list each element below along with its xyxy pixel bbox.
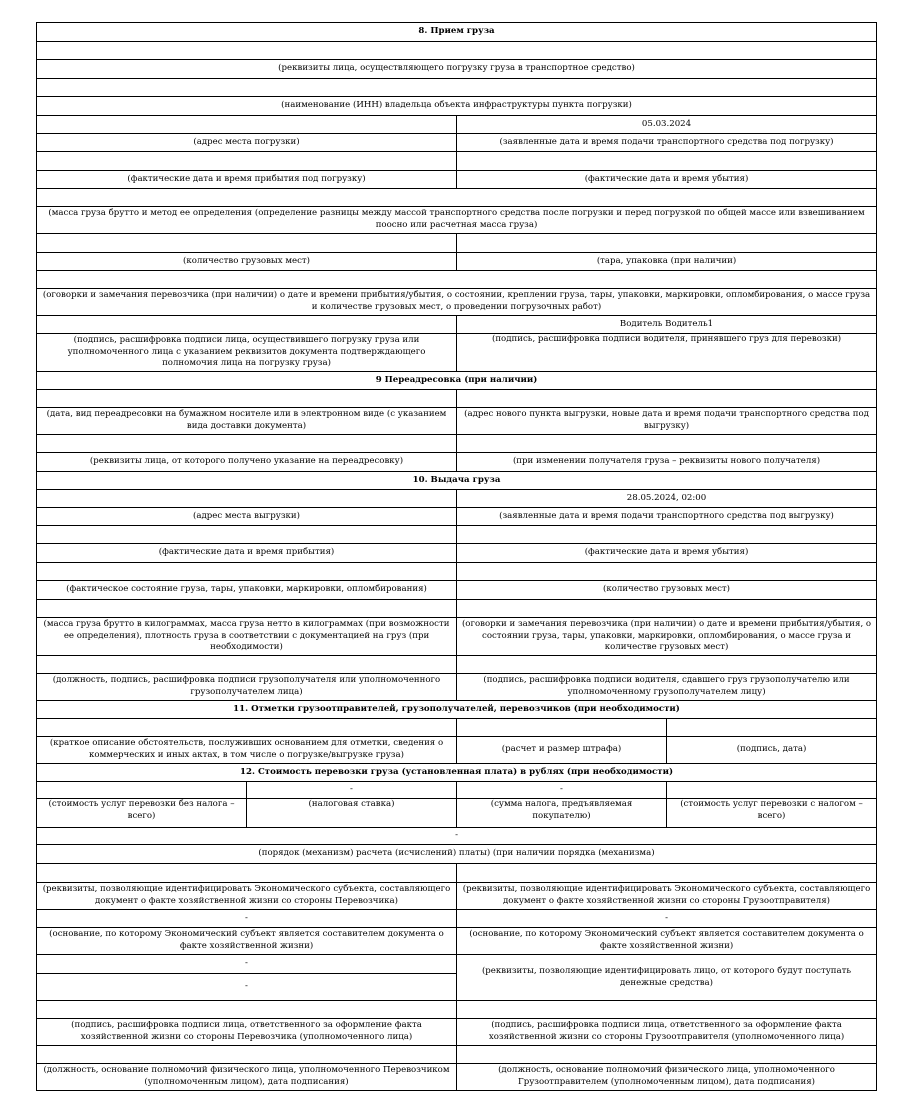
unload-remarks-field bbox=[457, 600, 877, 618]
unload-departure-field bbox=[457, 526, 877, 544]
cargo-state-field bbox=[37, 563, 457, 581]
loader-caption: (реквизиты лица, осуществляющего погрузку груза в транспортное средство) bbox=[37, 60, 877, 79]
redirect-address-caption: (адрес нового пункта выгрузки, новые дата и время подачи транспортного средства под выгрузку) bbox=[457, 408, 877, 435]
loading-address-caption: (адрес места погрузки) bbox=[37, 134, 457, 152]
calc-value: - bbox=[37, 828, 877, 845]
shipper-req-caption: (реквизиты, позволяющие идентифицировать Экономического субъекта, составляющего документ о факте хозяйственной жизни со стороны Грузоотправителя) bbox=[457, 883, 877, 910]
mark-description-field bbox=[37, 719, 457, 737]
section-8-title: 8. Прием груза bbox=[37, 23, 877, 42]
fine-caption: (расчет и размер штрафа) bbox=[457, 737, 667, 764]
redirect-date-caption: (дата, вид переадресовки на бумажном носителе или в электронном виде (с указанием вида доставки документа) bbox=[37, 408, 457, 435]
section-11-title: 11. Отметки грузоотправителей, грузополучателей, перевозчиков (при необходимости) bbox=[37, 701, 877, 719]
transport-waybill-form bbox=[36, 22, 877, 1091]
shipper-req-field bbox=[457, 864, 877, 883]
arrival-caption: (фактические дата и время прибытия под погрузку) bbox=[37, 171, 457, 189]
loader-sign-field bbox=[37, 316, 457, 334]
cost-with-tax-caption: (стоимость услуг перевозки с налогом – всего) bbox=[667, 799, 877, 828]
shipper-position-caption: (должность, основание полномочий физического лица, уполномоченного Грузоотправителем (уполномоченным лицом), дата подписания) bbox=[457, 1064, 877, 1091]
unload-places-field bbox=[457, 563, 877, 581]
new-receiver-field bbox=[457, 435, 877, 453]
unload-arrival-field bbox=[37, 526, 457, 544]
mark-sign-field bbox=[667, 719, 877, 737]
carrier-req-field bbox=[37, 864, 457, 883]
driver-sign-caption: (подпись, расшифровка подписи водителя, принявшего груз для перевозки) bbox=[457, 334, 877, 372]
unload-mass-caption: (масса груза брутто в килограммах, масса груза нетто в килограммах (при возможности ее определения), плотность груза в соответствии с документацией на груз (при необходимости) bbox=[37, 618, 457, 656]
owner-field bbox=[37, 79, 877, 97]
tare-field bbox=[457, 234, 877, 253]
unloading-address-caption: (адрес места выгрузки) bbox=[37, 508, 457, 526]
places-caption: (количество грузовых мест) bbox=[37, 253, 457, 271]
mass-caption: (масса груза брутто и метод ее определения (определение разницы между массой транспортного средства после погрузки и перед погрузкой по общей массе или взвешиванием поосно или расчетная масса груза) bbox=[37, 207, 877, 234]
cost-no-tax-caption: (стоимость услуг перевозки без налога – всего) bbox=[37, 799, 247, 828]
loader-sign-caption: (подпись, расшифровка подписи лица, осуществившего погрузку груза или уполномоченного лица с указанием реквизитов документа подтверждающего полномочия лица на погрузку груза) bbox=[37, 334, 457, 372]
section-9-title: 9 Переадресовка (при наличии) bbox=[37, 372, 877, 390]
carrier-basis-caption: (основание, по которому Экономический субъект является составителем документа о факте хозяйственной жизни) bbox=[37, 928, 457, 955]
payer-dash-2: - bbox=[37, 974, 457, 1001]
tax-sum-value: - bbox=[457, 782, 667, 799]
unload-places-caption: (количество грузовых мест) bbox=[457, 581, 877, 600]
redirect-date-field bbox=[37, 390, 457, 408]
redirect-source-caption: (реквизиты лица, от которого получено указание на переадресовку) bbox=[37, 453, 457, 472]
receiver-sign-caption: (должность, подпись, расшифровка подписи грузополучателя или уполномоченного грузополучателем лица) bbox=[37, 674, 457, 701]
shipper-position-field bbox=[457, 1046, 877, 1064]
arrival-field bbox=[37, 152, 457, 171]
loader-field bbox=[37, 42, 877, 60]
unload-arrival-caption: (фактические дата и время прибытия) bbox=[37, 544, 457, 563]
new-receiver-caption: (при изменении получателя груза – реквизиты нового получателя) bbox=[457, 453, 877, 472]
cost-with-tax-field bbox=[667, 782, 877, 799]
unload-mass-field bbox=[37, 600, 457, 618]
unload-driver-sign-caption: (подпись, расшифровка подписи водителя, сдавшего груз грузополучателю или уполномоченному грузополучателем лицу) bbox=[457, 674, 877, 701]
carrier-position-caption: (должность, основание полномочий физического лица, уполномоченного Перевозчиком (уполномоченным лицом), дата подписания) bbox=[37, 1064, 457, 1091]
mass-field bbox=[37, 189, 877, 207]
carrier-sign-field bbox=[37, 1001, 457, 1019]
mark-sign-caption: (подпись, дата) bbox=[667, 737, 877, 764]
shipper-sign-field bbox=[457, 1001, 877, 1019]
unloading-address-field bbox=[37, 490, 457, 508]
unload-driver-sign-field bbox=[457, 656, 877, 674]
payer-caption: (реквизиты, позволяющие идентифицировать лицо, от которого будут поступать денежные средства) bbox=[457, 955, 877, 1001]
loading-address-field bbox=[37, 116, 457, 134]
carrier-req-caption: (реквизиты, позволяющие идентифицировать Экономического субъекта, составляющего документ о факте хозяйственной жизни со стороны Перевозчика) bbox=[37, 883, 457, 910]
cost-no-tax-field bbox=[37, 782, 247, 799]
declared-loading-date-value: 05.03.2024 bbox=[457, 116, 877, 134]
declared-unloading-caption: (заявленные дата и время подачи транспортного средства под выгрузку) bbox=[457, 508, 877, 526]
receiver-sign-field bbox=[37, 656, 457, 674]
owner-caption: (наименование (ИНН) владельца объекта инфраструктуры пункта погрузки) bbox=[37, 97, 877, 116]
shipper-sign-caption: (подпись, расшифровка подписи лица, ответственного за оформление факта хозяйственной жизни со стороны Грузоотправителя (уполномоченного лица) bbox=[457, 1019, 877, 1046]
declared-unloading-value: 28.05.2024, 02:00 bbox=[457, 490, 877, 508]
remarks-caption: (оговорки и замечания перевозчика (при наличии) о дате и времени прибытия/убытия, о состоянии, креплении груза, тары, упаковки, маркировки, опломбирования, о массе груза и количестве грузовых мест, о проведении погрузочных работ) bbox=[37, 289, 877, 316]
tare-caption: (тара, упаковка (при наличии) bbox=[457, 253, 877, 271]
declared-loading-caption: (заявленные дата и время подачи транспортного средства под погрузку) bbox=[457, 134, 877, 152]
calc-caption: (порядок (механизм) расчета (исчислений) платы) (при наличии порядка (механизма) bbox=[37, 845, 877, 864]
departure-caption: (фактические дата и время убытия) bbox=[457, 171, 877, 189]
section-12-title: 12. Стоимость перевозки груза (установленная плата) в рублях (при необходимости) bbox=[37, 764, 877, 782]
carrier-basis-value: - bbox=[37, 910, 457, 928]
shipper-basis-value: - bbox=[457, 910, 877, 928]
driver-value: Водитель Водитель1 bbox=[457, 316, 877, 334]
redirect-source-field bbox=[37, 435, 457, 453]
mark-description-caption: (краткое описание обстоятельств, послуживших основанием для отметки, сведения о коммерческих и иных актах, в том числе о погрузке/выгрузке груза) bbox=[37, 737, 457, 764]
tax-rate-value: - bbox=[247, 782, 457, 799]
unload-departure-caption: (фактические дата и время убытия) bbox=[457, 544, 877, 563]
remarks-field bbox=[37, 271, 877, 289]
payer-dash-1: - bbox=[37, 955, 457, 974]
tax-sum-caption: (сумма налога, предъявляемая покупателю) bbox=[457, 799, 667, 828]
cargo-state-caption: (фактическое состояние груза, тары, упаковки, маркировки, опломбирования) bbox=[37, 581, 457, 600]
shipper-basis-caption: (основание, по которому Экономический субъект является составителем документа о факте хозяйственной жизни) bbox=[457, 928, 877, 955]
departure-field bbox=[457, 152, 877, 171]
fine-field bbox=[457, 719, 667, 737]
tax-rate-caption: (налоговая ставка) bbox=[247, 799, 457, 828]
carrier-position-field bbox=[37, 1046, 457, 1064]
section-10-title: 10. Выдача груза bbox=[37, 472, 877, 490]
carrier-sign-caption: (подпись, расшифровка подписи лица, ответственного за оформление факта хозяйственной жизни со стороны Перевозчика (уполномоченного лица) bbox=[37, 1019, 457, 1046]
unload-remarks-caption: (оговорки и замечания перевозчика (при наличии) о дате и времени прибытия/убытия, о состоянии груза, тары, упаковки, маркировки, опломбирования, о массе груза и количестве грузовых мест) bbox=[457, 618, 877, 656]
redirect-address-field bbox=[457, 390, 877, 408]
places-field bbox=[37, 234, 457, 253]
